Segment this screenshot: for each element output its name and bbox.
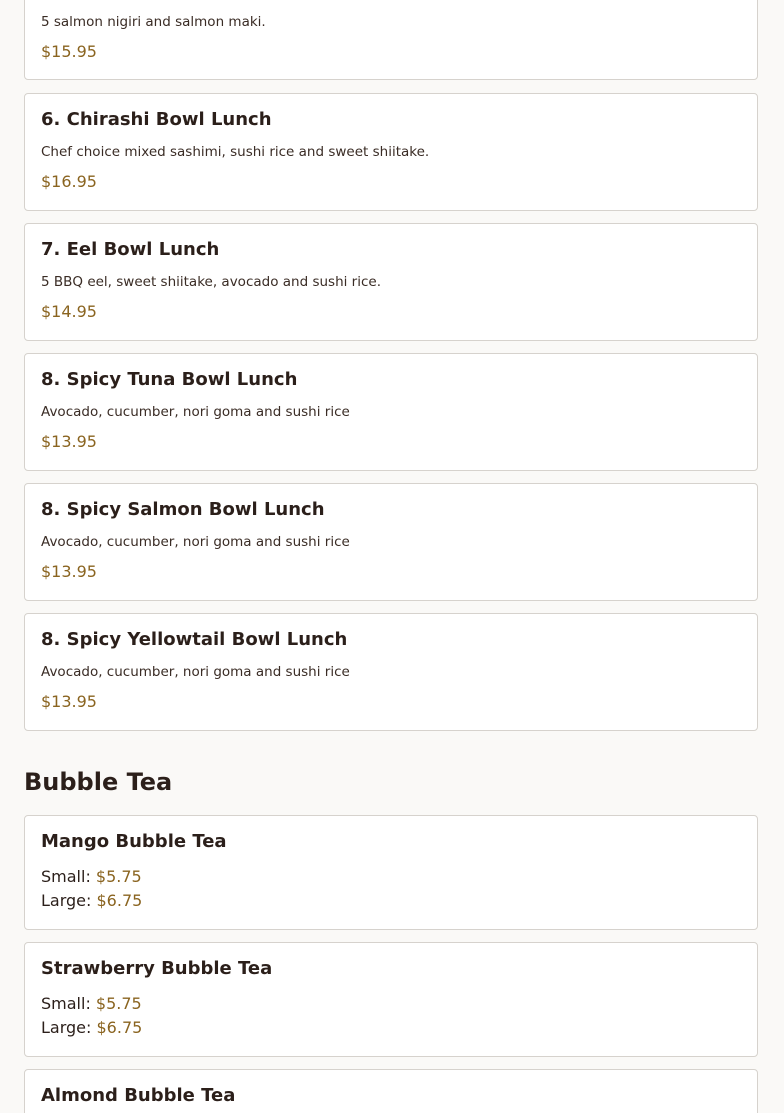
large-size-price: $6.75 bbox=[96, 891, 143, 910]
small-size-price: $5.75 bbox=[95, 867, 142, 886]
menu-item-price: $13.95 bbox=[41, 562, 97, 581]
menu-item-price: $14.95 bbox=[41, 302, 97, 321]
large-size-line bbox=[41, 1018, 142, 1037]
menu-item-description: Chef choice mixed sashimi, sushi rice and sweet shiitake. bbox=[41, 144, 430, 160]
menu-item-description: Avocado, cucumber, nori goma and sushi rice bbox=[41, 404, 350, 420]
menu-item-title: 7. Eel Bowl Lunch bbox=[41, 239, 220, 260]
menu-item-card[interactable] bbox=[24, 353, 758, 471]
menu-item-title: 8. Spicy Salmon Bowl Lunch bbox=[41, 499, 325, 520]
large-size-label: Large: bbox=[41, 891, 92, 910]
menu-item-description: Avocado, cucumber, nori goma and sushi rice bbox=[41, 534, 350, 550]
small-size-price: $5.75 bbox=[95, 994, 142, 1013]
small-size-label: Small: bbox=[41, 867, 91, 886]
menu-item-description: 5 BBQ eel, sweet shiitake, avocado and sushi rice. bbox=[41, 274, 381, 290]
bubble-tea-card[interactable] bbox=[24, 1069, 758, 1113]
small-size-line bbox=[41, 867, 142, 886]
section-heading-bubble-tea: Bubble Tea bbox=[24, 768, 173, 796]
menu-item-price: $13.95 bbox=[41, 692, 97, 711]
large-size-price: $6.75 bbox=[96, 1018, 143, 1037]
menu-item-description: Avocado, cucumber, nori goma and sushi rice bbox=[41, 664, 350, 680]
small-size-line bbox=[41, 994, 142, 1013]
bubble-tea-title: Almond Bubble Tea bbox=[41, 1085, 236, 1106]
large-size-label: Large: bbox=[41, 1018, 92, 1037]
menu-item-price: $16.95 bbox=[41, 172, 97, 191]
menu-item-card[interactable] bbox=[24, 223, 758, 341]
bubble-tea-card[interactable] bbox=[24, 815, 758, 930]
menu-item-price: $13.95 bbox=[41, 432, 97, 451]
menu-item-card[interactable] bbox=[24, 0, 758, 80]
bubble-tea-title: Mango Bubble Tea bbox=[41, 831, 227, 852]
menu-item-description: 5 salmon nigiri and salmon maki. bbox=[41, 14, 266, 30]
small-size-label: Small: bbox=[41, 994, 91, 1013]
menu-item-card[interactable] bbox=[24, 483, 758, 601]
bubble-tea-title: Strawberry Bubble Tea bbox=[41, 958, 273, 979]
menu-item-title: 6. Chirashi Bowl Lunch bbox=[41, 109, 272, 130]
menu-item-title: 8. Spicy Yellowtail Bowl Lunch bbox=[41, 629, 348, 650]
bubble-tea-card[interactable] bbox=[24, 942, 758, 1057]
menu-item-title: 8. Spicy Tuna Bowl Lunch bbox=[41, 369, 298, 390]
large-size-line bbox=[41, 891, 142, 910]
menu-item-price: $15.95 bbox=[41, 42, 97, 61]
menu-item-card[interactable] bbox=[24, 93, 758, 211]
menu-item-card[interactable] bbox=[24, 613, 758, 731]
